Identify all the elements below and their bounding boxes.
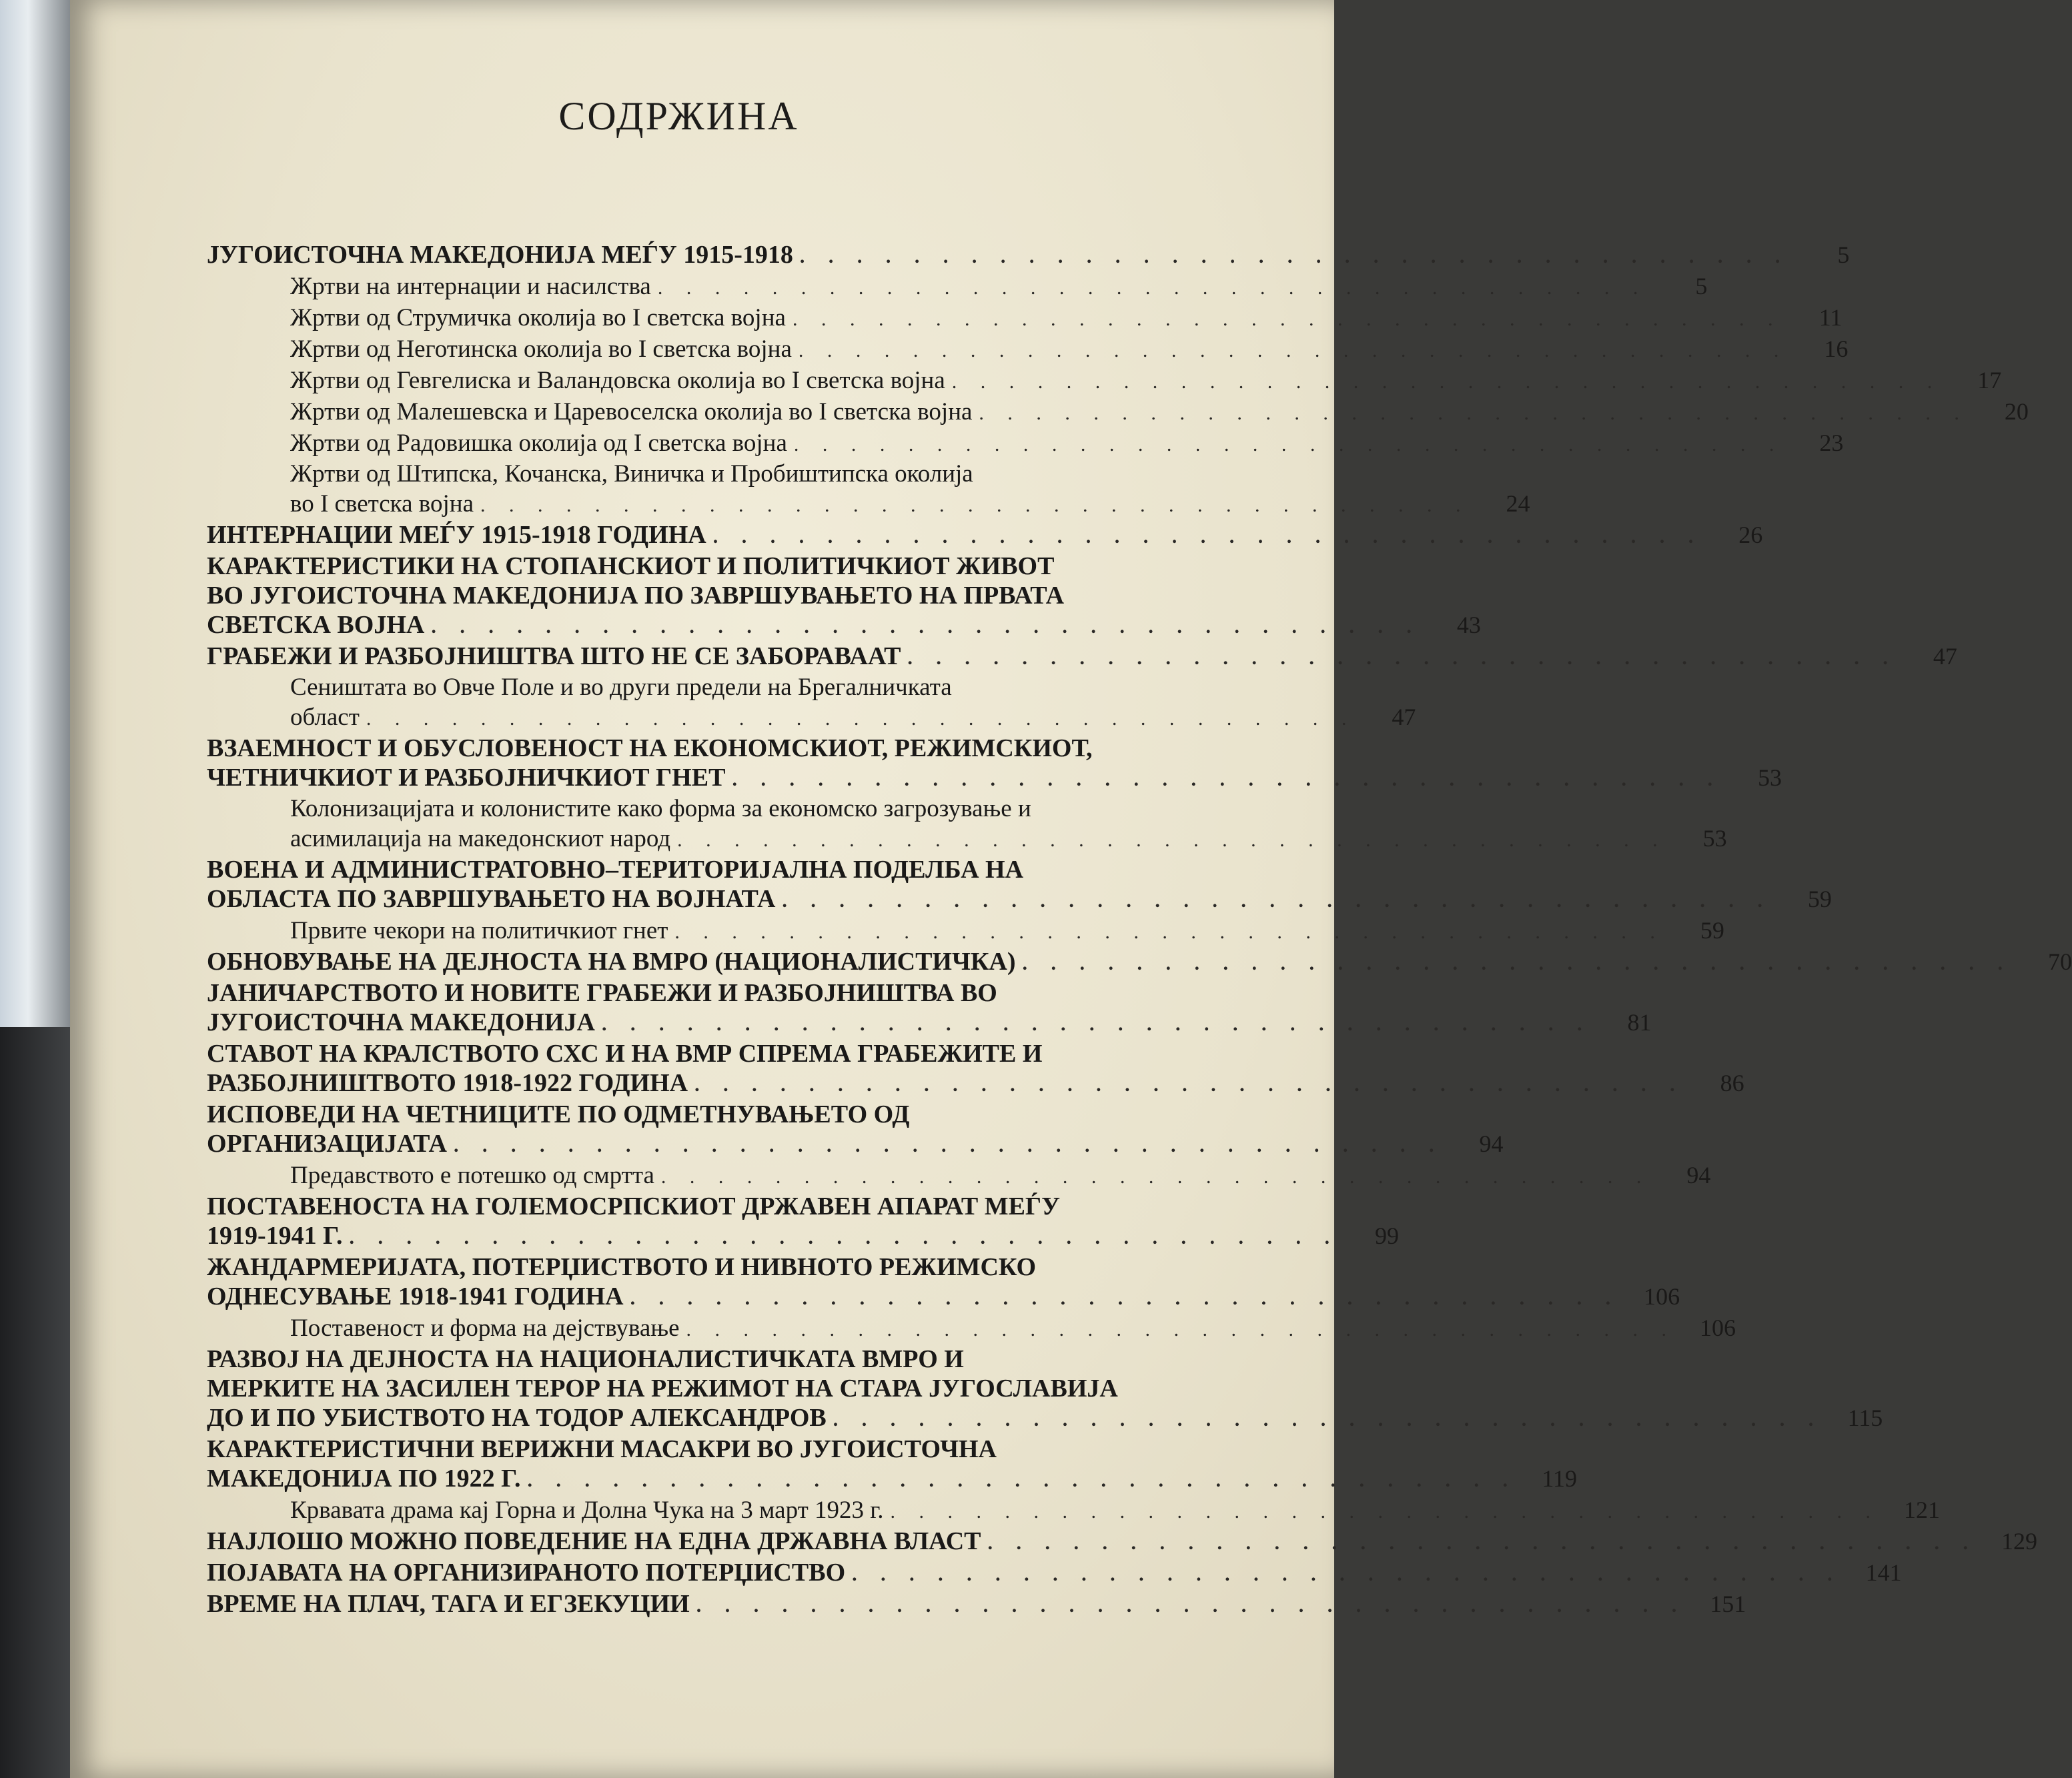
toc-page-number: 11 (1819, 304, 1843, 331)
toc-entry (207, 947, 2072, 978)
toc-entry-line: ВО ЈУГОИСТОЧНА МАКЕДОНИЈА ПО ЗАВРШУВАЊЕТО НА ПРВАТА (207, 582, 1065, 610)
dot-leader: . . . . . . . . . . . . . . . . . . . . . . . . . . . . . . . . . . . (657, 277, 1648, 299)
toc-page-number: 94 (1686, 1162, 1711, 1188)
toc-entry (207, 610, 1481, 642)
dot-leader: . . . . . . . . . . . . . . . . . . . . . . . . . . . . . . . . . . . (987, 1532, 1978, 1554)
toc-page-number: 24 (1506, 490, 1530, 517)
toc-entry-continuation: ОДНЕСУВАЊЕ 1918-1941 ГОДИНА (207, 1282, 624, 1310)
toc-page-number: 121 (1904, 1497, 1940, 1523)
toc-page-number: 129 (2001, 1528, 2038, 1555)
toc-entry (207, 1464, 1577, 1495)
dot-leader: . . . . . . . . . . . . . . . . . . . . . . . . . . . . . . . . . . . (431, 616, 1421, 638)
dot-leader: . . . . . . . . . . . . . . . . . . . . . . . . . . . . . . . . . . . (792, 308, 1782, 330)
toc-page-number: 115 (1847, 1405, 1883, 1431)
toc-entry-line: ПОСТАВЕНОСТА НА ГОЛЕМОСРПСКИОТ ДРЖАВЕН АПАРАТ МЕЃУ (207, 1192, 1060, 1220)
dot-leader: . . . . . . . . . . . . . . . . . . . . . . . . . . . . . . . . . . . (527, 1469, 1517, 1491)
dot-leader: . . . . . . . . . . . . . . . . . . . . . . . . . . . . . . . . . . . (630, 1287, 1620, 1309)
toc-page-number: 53 (1702, 825, 1727, 852)
toc-entry (207, 1403, 1883, 1435)
toc-entry (207, 1589, 1746, 1621)
dot-leader: . . . . . . . . . . . . . . . . . . . . . . . . . . . . . . . . . . . (660, 1166, 1651, 1188)
page-title: СОДРЖИНА (558, 94, 799, 138)
toc-entry-line: КАРАКТЕРИСТИЧНИ ВЕРИЖНИ МАСАКРИ ВО ЈУГОИСТОЧНА (207, 1435, 997, 1463)
toc-entry-title: Жртви од Неготинска околија во I светска војна (290, 335, 792, 363)
toc-entry-continuation: 1919-1941 Г. (207, 1222, 343, 1250)
toc-entry-title: Предавството е потешко од смртта (290, 1162, 654, 1189)
toc-entry-title: Жртви од Радовишка околија од I светска војна (290, 429, 787, 457)
dot-leader: . . . . . . . . . . . . . . . . . . . . . . . . . . . . . . . . . . . (1022, 952, 2013, 974)
dot-leader: . . . . . . . . . . . . . . . . . . . . . . . . . . . . . . . . . . . (833, 1409, 1823, 1431)
dot-leader: . . . . . . . . . . . . . . . . . . . . . . . . . . . . . . . . . . . (349, 1226, 1340, 1248)
dot-leader: . . . . . . . . . . . . . . . . . . . . . . . . . . . . . . . . . . . (686, 1318, 1676, 1341)
toc-entry (207, 1068, 1744, 1100)
dot-leader: . . . . . . . . . . . . . . . . . . . . . . . . . . . . . . . . . . . (890, 1501, 1880, 1523)
toc-entry (207, 334, 1849, 365)
toc-entry-title: Жртви од Гевгелиска и Валандовска околија во I светска војна (290, 367, 945, 394)
toc-entry-line: ИСПОВЕДИ НА ЧЕТНИЦИТЕ ПО ОДМЕТНУВАЊЕТО ОД (207, 1100, 910, 1128)
toc-entry-line: ЖАНДАРМЕРИЈАТА, ПОТЕРЏИСТВОТО И НИВНОТО РЕЖИМСКО (207, 1253, 1037, 1281)
toc-page-number: 99 (1375, 1222, 1400, 1249)
background-shadow (0, 1027, 80, 1778)
table-of-contents (207, 240, 2072, 1621)
book-page (70, 0, 2072, 1778)
toc-page-number: 94 (1479, 1130, 1504, 1157)
toc-entry-title: ЈУГОИСТОЧНА МАКЕДОНИЈА МЕЃУ 1915-1918 (207, 241, 793, 269)
toc-page-number: 16 (1824, 335, 1849, 362)
toc-entry (207, 1527, 2038, 1558)
toc-entry (207, 240, 1850, 271)
adjacent-page-edge (0, 0, 80, 1778)
toc-page-number: 20 (2004, 398, 2029, 425)
toc-entry-line: ЈАНИЧАРСТВОТО И НОВИТЕ ГРАБЕЖИ И РАЗБОЈНИШТВА ВО (207, 979, 997, 1007)
toc-page-number: 59 (1700, 917, 1724, 944)
toc-page-number: 17 (1977, 367, 2002, 393)
toc-entry (207, 428, 1844, 460)
toc-entry-title: Поставеност и форма на дејствување (290, 1314, 680, 1342)
dot-leader: . . . . . . . . . . . . . . . . . . . . . . . . . . . . . . . . . . . (677, 829, 1667, 851)
dot-leader: . . . . . . . . . . . . . . . . . . . . . . . . . . . . . . . . . . . (793, 433, 1784, 456)
toc-entry-line: РАЗВОЈ НА ДЕЈНОСТА НА НАЦИОНАЛИСТИЧКАТА ВМРО И (207, 1345, 964, 1373)
toc-page-number: 26 (1738, 522, 1763, 548)
toc-entry-line: Колонизацијата и колонистите како форма за економско загрозување и (290, 795, 1031, 822)
toc-entry-title: Првите чекори на политичкиот гнет (290, 917, 668, 944)
toc-entry (207, 397, 2029, 428)
toc-entry (207, 1129, 1504, 1160)
toc-entry-title: ОБНОВУВАЊЕ НА ДЕЈНОСТА НА ВМРО (НАЦИОНАЛИСТИЧКА) (207, 948, 1016, 976)
dot-leader: . . . . . . . . . . . . . . . . . . . . . . . . . . . . . . . . . . . (979, 402, 1969, 424)
toc-entry (207, 1495, 1940, 1527)
dot-leader: . . . . . . . . . . . . . . . . . . . . . . . . . . . . . . . . . . . (907, 647, 1897, 669)
toc-entry-title: Крвавата драма кај Горна и Долна Чука на 3 март 1923 г. (290, 1497, 884, 1524)
toc-entry (207, 1008, 1652, 1039)
toc-page-number: 47 (1392, 704, 1416, 730)
dot-leader: . . . . . . . . . . . . . . . . . . . . . . . . . . . . . . . . . . . (799, 245, 1790, 267)
toc-entry-continuation: ДО И ПО УБИСТВОТО НА ТОДОР АЛЕКСАНДРОВ (207, 1404, 827, 1432)
toc-entry (207, 1221, 1400, 1252)
toc-entry (207, 1558, 1902, 1589)
toc-page-number: 106 (1700, 1314, 1736, 1341)
toc-entry-line: ВОЕНА И АДМИНИСТРАТОВНО–ТЕРИТОРИЈАЛНА ПОДЕЛБА НА (207, 856, 1024, 884)
toc-entry (207, 916, 1724, 947)
dot-leader: . . . . . . . . . . . . . . . . . . . . . . . . . . . . . . . . . . . (694, 1074, 1684, 1096)
toc-entry-title: ГРАБЕЖИ И РАЗБОЈНИШТВА ШТО НЕ СЕ ЗАБОРАВААТ (207, 642, 901, 670)
toc-entry-continuation: ОРГАНИЗАЦИЈАТА (207, 1130, 447, 1158)
toc-entry-continuation: во I светска војна (290, 490, 474, 518)
toc-page-number: 53 (1757, 764, 1782, 791)
toc-page-number: 141 (1865, 1559, 1902, 1586)
toc-entry (207, 642, 1957, 673)
toc-entry-title: Жртви од Малешевска и Царевоселска околија во I светска војна (290, 398, 973, 425)
toc-entry-continuation: МАКЕДОНИЈА ПО 1922 Г. (207, 1465, 521, 1493)
toc-page-number: 47 (1933, 643, 1957, 670)
toc-entry-title: Жртви на интернации и насилства (290, 273, 651, 300)
toc-entry (207, 520, 1763, 552)
toc-entry-line: МЕРКИТЕ НА ЗАСИЛЕН ТЕРОР НА РЕЖИМОТ НА СТАРА ЈУГОСЛАВИЈА (207, 1375, 1118, 1403)
toc-entry (207, 824, 1727, 855)
toc-page-number: 119 (1542, 1465, 1577, 1492)
dot-leader: . . . . . . . . . . . . . . . . . . . . . . . . . . . . . . . . . . . (712, 526, 1703, 548)
toc-entry-line: ВЗАЕМНОСТ И ОБУСЛОВЕНОСТ НА ЕКОНОМСКИОТ, РЕЖИМСКИОТ, (207, 734, 1093, 762)
toc-entry (207, 365, 2002, 397)
toc-page-number: 59 (1807, 886, 1832, 912)
toc-entry (207, 763, 1782, 794)
toc-entry (207, 702, 1416, 734)
toc-page-number: 151 (1710, 1591, 1746, 1617)
toc-entry (207, 489, 1530, 520)
toc-entry-line: СТАВОТ НА КРАЛСТВОТО СХС И НА ВМР СПРЕМА ГРАБЕЖИТЕ И (207, 1040, 1043, 1068)
dot-leader: . . . . . . . . . . . . . . . . . . . . . . . . . . . . . . . . . . . (732, 768, 1722, 790)
toc-entry-line: КАРАКТЕРИСТИКИ НА СТОПАНСКИОТ И ПОЛИТИЧКИОТ ЖИВОТ (207, 552, 1055, 580)
toc-entry-title: Жртви од Струмичка околија во I светска војна (290, 304, 786, 331)
toc-entry-continuation: ЧЕТНИЧКИОТ И РАЗБОЈНИЧКИОТ ГНЕТ (207, 764, 726, 792)
toc-entry-continuation: ЈУГОИСТОЧНА МАКЕДОНИЈА (207, 1008, 595, 1036)
dot-leader: . . . . . . . . . . . . . . . . . . . . . . . . . . . . . . . . . . . (782, 890, 1772, 912)
toc-entry-line: Жртви од Штипска, Кочанска, Виничка и Пробиштипска околија (290, 460, 973, 488)
toc-entry-title: ПОЈАВАТА НА ОРГАНИЗИРАНОТО ПОТЕРЏИСТВО (207, 1559, 846, 1587)
toc-page-number: 86 (1720, 1070, 1744, 1096)
toc-entry (207, 884, 1832, 916)
dot-leader: . . . . . . . . . . . . . . . . . . . . . . . . . . . . . . . . . . . (674, 921, 1664, 943)
dot-leader: . . . . . . . . . . . . . . . . . . . . . . . . . . . . . . . . . . . (366, 708, 1356, 730)
toc-entry (207, 1282, 1680, 1313)
toc-entry-continuation: СВЕТСКА ВОЈНА (207, 611, 425, 639)
toc-entry (207, 1160, 1711, 1192)
toc-entry-continuation: ОБЛАСТА ПО ЗАВРШУВАЊЕТО НА ВОЈНАТА (207, 885, 776, 913)
toc-entry-continuation: РАЗБОЈНИШТВОТО 1918-1922 ГОДИНА (207, 1069, 688, 1097)
toc-page-number: 81 (1627, 1009, 1652, 1036)
toc-page-number: 106 (1644, 1283, 1680, 1310)
toc-entry-title: НАЈЛОШО МОЖНО ПОВЕДЕНИЕ НА ЕДНА ДРЖАВНА ВЛАСТ (207, 1527, 981, 1555)
toc-page-number: 70 (2048, 948, 2072, 975)
toc-page-number: 23 (1819, 429, 1844, 456)
dot-leader: . . . . . . . . . . . . . . . . . . . . . . . . . . . . . . . . . . . (480, 494, 1470, 516)
toc-entry-title: ИНТЕРНАЦИИ МЕЃУ 1915-1918 ГОДИНА (207, 521, 706, 549)
toc-entry-continuation: асимилација на македонскиот народ (290, 825, 671, 852)
toc-entry (207, 1313, 1736, 1345)
dot-leader: . . . . . . . . . . . . . . . . . . . . . . . . . . . . . . . . . . . (453, 1134, 1444, 1156)
toc-entry-continuation: област (290, 704, 360, 731)
toc-page-number: 43 (1456, 612, 1481, 638)
toc-page-number: 5 (1695, 273, 1708, 299)
dot-leader: . . . . . . . . . . . . . . . . . . . . . . . . . . . . . . . . . . . (602, 1013, 1592, 1035)
toc-entry (207, 303, 1843, 334)
dot-leader: . . . . . . . . . . . . . . . . . . . . . . . . . . . . . . . . . . . (951, 371, 1942, 393)
dot-leader: . . . . . . . . . . . . . . . . . . . . . . . . . . . . . . . . . . . (696, 1595, 1686, 1617)
toc-entry-line: Сеништата во Овче Поле и во други предели на Брегалничката (290, 674, 952, 701)
dot-leader: . . . . . . . . . . . . . . . . . . . . . . . . . . . . . . . . . . . (852, 1563, 1842, 1585)
toc-entry (207, 271, 1708, 303)
toc-entry-title: ВРЕМЕ НА ПЛАЧ, ТАГА И ЕГЗЕКУЦИИ (207, 1590, 690, 1618)
dot-leader: . . . . . . . . . . . . . . . . . . . . . . . . . . . . . . . . . . . (798, 339, 1788, 361)
toc-page-number: 5 (1837, 241, 1850, 268)
